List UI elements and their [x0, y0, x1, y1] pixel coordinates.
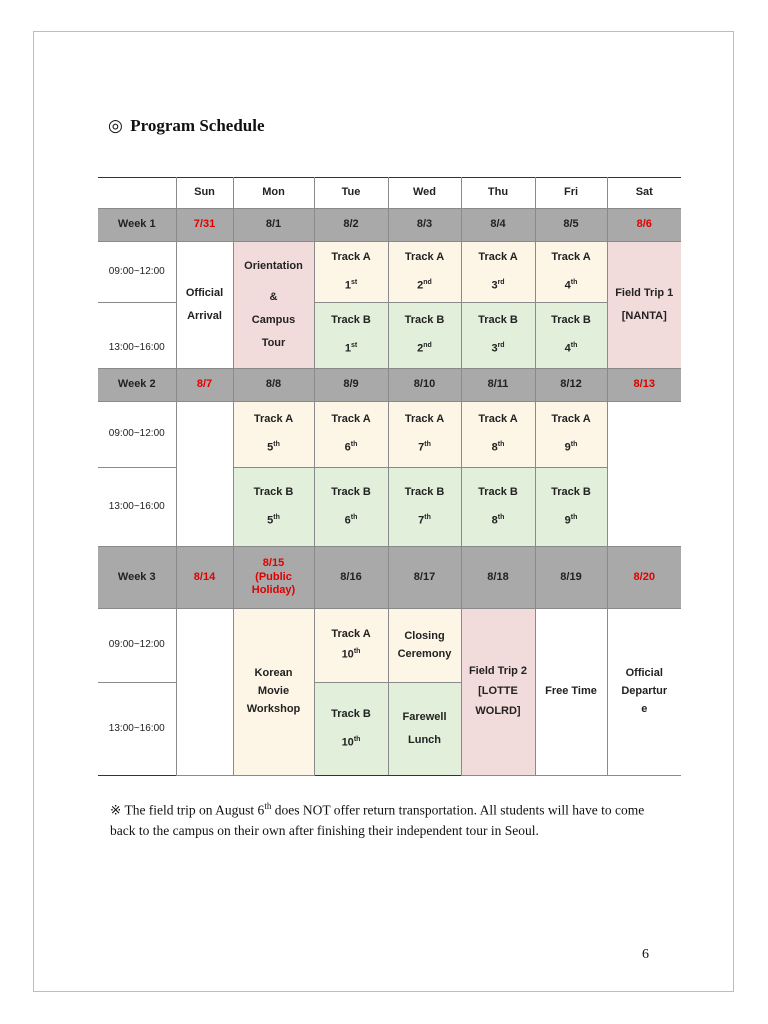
- ordinal-number: 2: [417, 342, 424, 355]
- track-cell: [535, 303, 607, 369]
- week-label: Week 2: [98, 369, 176, 402]
- ordinal-suffix: th: [424, 513, 431, 521]
- day-mon: Mon: [233, 178, 314, 209]
- day-sat: Sat: [607, 178, 681, 209]
- sun-arrival-cell: [176, 242, 233, 369]
- departure-cell: [607, 609, 681, 776]
- track-cell: [314, 683, 388, 776]
- day-thu: Thu: [461, 178, 535, 209]
- cell-line: Official: [625, 667, 663, 680]
- note-text: ※ The field trip on August 6: [110, 802, 265, 818]
- track-cell: [535, 402, 607, 468]
- track-label: Track A: [551, 413, 591, 426]
- session-number: [536, 342, 607, 356]
- track-cell: [314, 468, 388, 547]
- session-number: [389, 342, 461, 356]
- ordinal-suffix: nd: [423, 278, 432, 286]
- cell-line: Tour: [261, 336, 286, 349]
- date-cell: 8/14: [176, 547, 233, 609]
- week2-am-row: [98, 402, 681, 468]
- time-slot: 13:00~16:00: [98, 303, 176, 369]
- day-sun: Sun: [176, 178, 233, 209]
- ordinal-number: 1: [344, 279, 351, 292]
- track-label: Track B: [478, 314, 518, 327]
- ordinal-suffix: th: [570, 278, 578, 286]
- cell-line: Orientation: [244, 259, 303, 272]
- free-time-cell: Free Time: [535, 609, 607, 776]
- track-cell: [388, 468, 461, 547]
- ordinal-suffix: st: [350, 342, 358, 350]
- header-blank: [98, 178, 176, 209]
- day-tue: Tue: [314, 178, 388, 209]
- track-label: Track B: [253, 485, 294, 498]
- date-cell: 8/20: [607, 547, 681, 609]
- track-cell: [461, 402, 535, 468]
- track-label: Track B: [478, 485, 518, 498]
- ordinal-number: 10: [341, 736, 354, 749]
- date-cell: 8/12: [535, 369, 607, 402]
- time-slot: 09:00~12:00: [98, 609, 176, 683]
- page-number: 6: [642, 947, 649, 962]
- ordinal-suffix: th: [273, 513, 280, 521]
- ordinal-number: 7: [418, 514, 425, 527]
- ordinal-number: 1: [344, 342, 351, 355]
- ordinal-number: 8: [491, 441, 498, 454]
- week-label: Week 3: [98, 547, 176, 609]
- ordinal-number: 9: [564, 441, 571, 454]
- session-number: [389, 441, 461, 455]
- cell-line: Field Trip 1: [615, 286, 674, 299]
- session-number: [462, 441, 535, 455]
- date-cell: 8/1: [233, 209, 314, 242]
- session-number: [462, 342, 535, 356]
- date-cell: 8/9: [314, 369, 388, 402]
- cell-line: Korean: [254, 667, 293, 680]
- empty-cell: [176, 609, 233, 776]
- track-label: Track A: [478, 250, 518, 263]
- ordinal-number: 4: [564, 279, 571, 292]
- session-number: [462, 279, 535, 293]
- cell-line: &: [269, 291, 278, 304]
- track-label: Track A: [331, 628, 371, 641]
- session-number: [315, 441, 388, 455]
- date-cell: 8/6: [607, 209, 681, 242]
- cell-line: [NANTA]: [621, 309, 667, 322]
- time-slot: 13:00~16:00: [98, 683, 176, 776]
- track-cell: [388, 402, 461, 468]
- session-number: [536, 279, 607, 293]
- cell-line: Campus: [251, 314, 296, 326]
- session-number: [389, 279, 461, 293]
- session-number: [315, 514, 388, 528]
- ordinal-number: 3: [491, 279, 498, 292]
- cell-line: Workshop: [246, 702, 301, 715]
- ordinal-number: 8: [491, 514, 498, 527]
- track-label: Track A: [404, 413, 445, 426]
- track-label: Track B: [551, 314, 591, 327]
- note-superscript: th: [264, 801, 272, 811]
- cell-line: [LOTTE: [478, 685, 518, 698]
- date-cell: 8/3: [388, 209, 461, 242]
- cell-line: Official: [185, 286, 224, 299]
- track-cell: [388, 242, 461, 303]
- date-cell: 8/18: [461, 547, 535, 609]
- track-label: Track B: [404, 314, 445, 327]
- track-cell: [461, 468, 535, 547]
- ordinal-number: 7: [418, 441, 425, 454]
- track-label: Track B: [331, 485, 371, 498]
- track-cell: [233, 468, 314, 547]
- cell-line: Arrival: [187, 309, 222, 322]
- section-heading: [108, 116, 265, 136]
- ordinal-number: 5: [267, 441, 274, 454]
- track-cell: [461, 303, 535, 369]
- week3-date-row: [98, 547, 681, 609]
- cell-line: (Public: [255, 570, 292, 583]
- ordinal-number: 3: [491, 342, 498, 355]
- date-cell: 8/4: [461, 209, 535, 242]
- ordinal-suffix: th: [273, 441, 280, 449]
- cell-line: 8/15: [262, 556, 285, 569]
- track-cell: [388, 303, 461, 369]
- track-label: Track A: [404, 250, 445, 263]
- ordinal-suffix: th: [570, 342, 578, 350]
- date-cell: 8/8: [233, 369, 314, 402]
- holiday-date-cell: [233, 547, 314, 609]
- track-label: Track A: [478, 413, 518, 426]
- week1-am-row: [98, 242, 681, 303]
- date-cell: 8/5: [535, 209, 607, 242]
- cell-line: Departur: [621, 685, 668, 698]
- date-cell: 8/17: [388, 547, 461, 609]
- session-number: [536, 514, 607, 528]
- ordinal-suffix: th: [353, 735, 361, 743]
- session-number: [315, 648, 388, 662]
- cell-line: e: [641, 702, 648, 715]
- ordinal-suffix: th: [570, 513, 578, 521]
- date-cell: 8/19: [535, 547, 607, 609]
- field-trip-cell: [607, 242, 681, 369]
- date-cell: 8/2: [314, 209, 388, 242]
- session-number: [536, 441, 607, 455]
- track-cell: [314, 402, 388, 468]
- ordinal-suffix: rd: [497, 278, 505, 286]
- section-title: Program Schedule: [130, 116, 265, 135]
- day-header-row: [98, 178, 681, 209]
- ordinal-suffix: th: [424, 441, 431, 449]
- ordinal-suffix: st: [350, 278, 358, 286]
- ordinal-suffix: rd: [497, 342, 505, 350]
- track-label: Track A: [551, 250, 591, 263]
- ordinal-number: 6: [344, 514, 351, 527]
- double-circle-icon: ◎: [108, 116, 123, 135]
- session-number: [315, 342, 388, 356]
- day-wed: Wed: [388, 178, 461, 209]
- movie-workshop-cell: [233, 609, 314, 776]
- track-label: Track B: [331, 314, 371, 327]
- session-number: [234, 514, 314, 528]
- track-label: Track A: [253, 413, 294, 426]
- ordinal-suffix: th: [497, 513, 505, 521]
- cell-line: Holiday): [251, 584, 296, 597]
- cell-line: Farewell: [402, 710, 447, 723]
- ordinal-number: 6: [344, 441, 351, 454]
- ordinal-number: 9: [564, 514, 571, 527]
- date-cell: 8/16: [314, 547, 388, 609]
- track-cell: [233, 402, 314, 468]
- date-cell: 8/7: [176, 369, 233, 402]
- ordinal-number: 4: [564, 342, 571, 355]
- field-trip-cell: [461, 609, 535, 776]
- closing-ceremony-cell: [388, 609, 461, 683]
- transportation-note: [110, 796, 670, 841]
- cell-line: WOLRD]: [475, 704, 521, 717]
- track-label: Track B: [404, 485, 445, 498]
- note-text-rest: does NOT offer return transportation. All students will have to come back to the campus on their own after finishing their independent tour in Seoul.: [110, 802, 645, 838]
- track-label: Track B: [551, 485, 591, 498]
- session-number: [389, 514, 461, 528]
- session-number: [234, 441, 314, 455]
- empty-cell: [176, 402, 233, 547]
- session-number: [315, 736, 388, 750]
- session-number: [462, 514, 535, 528]
- track-label: Track A: [331, 250, 371, 263]
- cell-line: Movie: [257, 685, 290, 698]
- time-slot: 09:00~12:00: [98, 242, 176, 303]
- cell-line: Ceremony: [397, 647, 452, 660]
- ordinal-number: 10: [341, 648, 354, 661]
- day-fri: Fri: [535, 178, 607, 209]
- week1-date-row: [98, 209, 681, 242]
- mon-orientation-cell: [233, 242, 314, 369]
- track-label: Track B: [331, 707, 371, 720]
- week3-am-row: [98, 609, 681, 683]
- date-cell: 7/31: [176, 209, 233, 242]
- track-cell: [535, 242, 607, 303]
- ordinal-number: 2: [417, 279, 424, 292]
- track-cell: [461, 242, 535, 303]
- track-cell: [535, 468, 607, 547]
- ordinal-suffix: th: [497, 441, 505, 449]
- track-cell: [314, 303, 388, 369]
- ordinal-suffix: th: [570, 441, 578, 449]
- week-label: Week 1: [98, 209, 176, 242]
- cell-line: Field Trip 2: [468, 665, 528, 678]
- date-cell: 8/10: [388, 369, 461, 402]
- time-slot: 09:00~12:00: [98, 402, 176, 468]
- ordinal-number: 5: [267, 514, 274, 527]
- ordinal-suffix: th: [350, 513, 358, 521]
- ordinal-suffix: th: [350, 441, 358, 449]
- schedule-table: [98, 177, 681, 776]
- empty-cell: [607, 402, 681, 547]
- time-slot: 13:00~16:00: [98, 468, 176, 547]
- track-cell: [314, 609, 388, 683]
- track-label: Track A: [331, 413, 371, 426]
- ordinal-suffix: th: [353, 648, 361, 656]
- cell-line: Closing: [404, 629, 445, 642]
- track-cell: [314, 242, 388, 303]
- date-cell: 8/13: [607, 369, 681, 402]
- session-number: [315, 279, 388, 293]
- cell-line: Lunch: [408, 733, 441, 746]
- date-cell: 8/11: [461, 369, 535, 402]
- ordinal-suffix: nd: [423, 342, 432, 350]
- farewell-lunch-cell: [388, 683, 461, 776]
- week2-date-row: [98, 369, 681, 402]
